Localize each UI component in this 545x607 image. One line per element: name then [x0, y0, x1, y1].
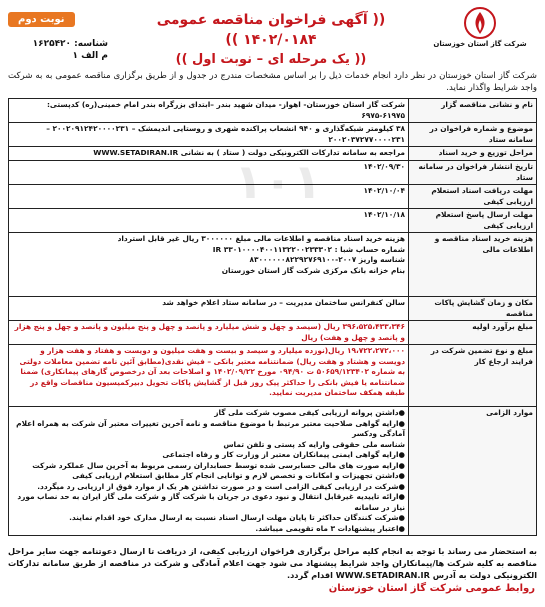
row-label: مبلغ و نوع تضمین شرکت در فرایند ارجاع کار [409, 345, 537, 407]
table-row [9, 233, 537, 297]
row-value: ۳۸ کیلومتر شبکه‌گذاری و ۹۴۰ انشعاب پراکنده شهری و روستایی اندیمشک – ۲۰۰۲۰۹۱۲۴۲۰۰۰۰۲۳۱ – ۲۰۰۲۰۳۷۲۷۷۰۰۰۰۲۳۱ [9, 123, 409, 147]
row-value: مراجعه به سامانه تدارکات الکترونیکی دولت ( ستاد ) به نشانی WWW.SETADIRAN.IR [9, 147, 409, 161]
row-value: شرکت گاز استان خوزستان- اهواز- میدان شهید بندر –ابتدای بزرگراه بندر امام خمینی(ره) کدپستی: ۶۱۹۷۵-۶۹۷۵ [9, 99, 409, 123]
intro-paragraph: شرکت گاز استان خوزستان در نظر دارد انجام خدمات ذیل را بر اساس مشخصات مندرج در جدول و از طریق برگزاری مناقصه عمومی به به شرکت واجد شرایط واگذار نماید. [8, 71, 537, 93]
table-row [9, 345, 537, 407]
public-relations-signature: روابط عمومی شرکت گاز استان خوزستان [328, 583, 535, 594]
row-value: ۱۹،۷۲۲،۲۷۲،۰۰۰ ریال(نوزده میلیارد و سیصد و بیست و هفت میلیون و دویست و هفتاد و هفت هزار و دویست و هشتاد و هفت ریال) ضمانتنامه معتبر بانکی – فیش نقدی(مطابق آئین نامه تضمین معاملات دولتی به شماره ۵۰۶۵۹/۱۲۳۴۰۲ ت ۰۹۴/۹۰ مورخ ۱۴۰۲/۰۹/۲۲ و اصلاحات بعد آن درخصوص گارهای پیمانکاری) ضمنا ضمانتنامه یا فیش بانکی را حداکثر پیک روز قبل از گشایش پاکات تحویل دبیرکمیسیون مناقصات واقع در طبقه همکف ساختمان مدیریت نمایید. [9, 345, 409, 407]
row-label: مبلغ برآورد اولیه [409, 321, 537, 345]
tender-ad [4, 4, 541, 603]
table-row [9, 161, 537, 185]
row-value: ●داشتن پروانه ارزیابی کیفی مصوب شرکت ملی گاز ●ارایه گواهی صلاحیت معتبر مرتبط با موضوع مناقصه و نامه آخرین تغییرات معتبر آن شرکت به همراه اعلام آمادگی ودکسر شناسه ملی حقوقی وارایه کد پستی و تلفن تماس ●ارایه گواهی ایمنی پیمانکاران معتبر از وزارت کار و رفاه اجتماعی ●ارایه صورت های مالی حسابرسی شده توسط حسابداران رسمی مربوط به آخرین سال عملکرد شرکت ●داشتن تجهیزات و امکانات و تخصص لازم و توانایی انجام کار مطابق استعلام ارزیابی کیفی ●شرکت در ارزیابی کیفی الزامی است و در صورت نداشتن هر یک از موارد فوق از ارزیابی رد میگردد. ●ارائه تاییدیه غیرقابل انتقال و نبود دعوی در جریان با شرکت گاز و شرکت ملی گاز ایران به حد نصاب مورد نیاز در سامانه ●شرکت کنندگان حداکثر تا پایان مهلت ارسال اسناد نسبت به ارسال مدارک خود اقدام نمایند. ●اعتبار پیشنهادات ۳ ماه تقویمی میباشد. [9, 407, 409, 536]
row-label: موضوع و شماره فراخوان در سامانه ستاد [409, 123, 537, 147]
table-row [9, 147, 537, 161]
table-row [9, 407, 537, 536]
row-label: نام و نشانی مناقصه گزار [409, 99, 537, 123]
ad-code: م الف ۱ [72, 51, 108, 61]
row-value: ۱۴۰۲/۰۹/۳۰ [9, 161, 409, 185]
row-label: مهلت دریافت اسناد استعلام ارزیابی کیفی [409, 185, 537, 209]
row-value: هزینه خرید اسناد مناقصه و اطلاعات مالی مبلغ ۳۰۰۰۰۰۰ ریال غیر قابل استرداد شماره حساب شبا : IR ۳۳۰۱۰۰۰۰۴۰۰۱۱۳۲۲۰۰۲۳۳۳۰۲ شناسه واریز ۲۰۰۷-۸۳۰۰۰۰۰۰۸۲۲۹۲۷۶۹۱۰۰ بنام خزانه بانک مرکزی شرکت گاز استان خوزستان [9, 233, 409, 297]
row-label: مهلت ارسال پاسخ استعلام ارزیابی کیفی [409, 209, 537, 233]
row-label: هزینه خرید اسناد مناقصه و اطلاعات مالی [409, 233, 537, 297]
logo-text-line1: شرکت گاز استان خوزستان [433, 40, 527, 48]
flame-logo-icon [463, 6, 497, 40]
ad-id: شناسه: ۱۶۲۵۴۲۰ [32, 39, 108, 49]
row-value: ۱۴۰۲/۱۰/۰۴ [9, 185, 409, 209]
ad-header [4, 4, 541, 66]
tender-info-table [8, 98, 537, 536]
table-row [9, 185, 537, 209]
row-label: تاریخ انتشار فراخوان در سامانه ستاد [409, 161, 537, 185]
ad-title: (( آگهی فراخوان مناقصه عمومی ۱۴۰۲/۰۱۸۴ )) [156, 12, 386, 48]
ad-id-box [8, 38, 108, 62]
table-row [9, 123, 537, 147]
row-value: ۳۹۶،۵۲۵،۴۳۳،۳۴۶ ریال (سیصد و چهل و شش میلیارد و پانصد و چهل و پنج میلیون و پانصد و چهل و پنج هزار و پانصد و چهل و هفت) ریال [9, 321, 409, 345]
row-label: موارد الزامی [409, 407, 537, 536]
round-badge: نوبت دوم [8, 12, 75, 27]
table-row [9, 297, 537, 321]
table-row [9, 321, 537, 345]
footer-note: به استحضار می رساند با توجه به انجام کلیه مراحل برگزاری فراخوان ارزیابی کیفی، از دریافت تا ارسال دعوتنامه جهت سایر مراحل مناقصه به کلیه شرکت ها/پیمانکاران واجد شرایط پیشنهاد می شود جهت اعلام آمادگی و شرکت در مناقصه از طریق سامانه تدارکات الکترونیکی دولت به آدرس WWW.SETADIRAN.IR اقدام گردد. [8, 546, 537, 580]
row-label: مکان و زمان گشایش پاکات مناقصه [409, 297, 537, 321]
row-label: مراحل توزیع و خرید اسناد [409, 147, 537, 161]
title-block [119, 10, 423, 70]
row-value: سالن کنفرانس ساختمان مدیریت – در سامانه ستاد اعلام خواهد شد [9, 297, 409, 321]
ad-subtitle: (( یک مرحله ای – نوبت اول )) [175, 52, 367, 67]
table-row [9, 209, 537, 233]
company-logo [425, 6, 535, 62]
table-row [9, 99, 537, 123]
row-value: ۱۴۰۲/۱۰/۱۸ [9, 209, 409, 233]
watermark: ۱۰۱ [234, 154, 322, 210]
